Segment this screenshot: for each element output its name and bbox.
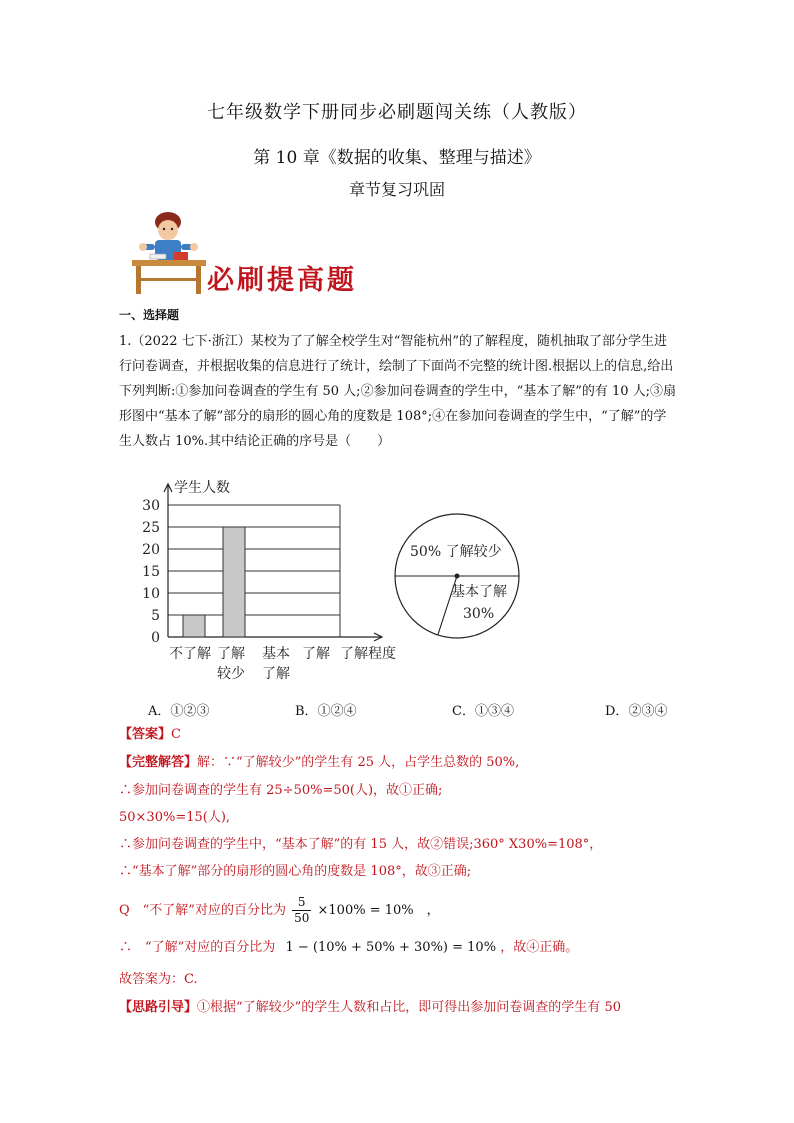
- full-solution-tag: 【完整解答】: [119, 755, 198, 770]
- option-c[interactable]: [452, 700, 514, 719]
- option-letter: A．: [148, 704, 171, 719]
- answer-line: [119, 725, 181, 745]
- pie-slice-label: 50% 了解较少: [410, 544, 502, 560]
- pie-slice-percent: 30%: [463, 606, 495, 622]
- student-desk-illustration: [128, 208, 210, 298]
- x-category-label: 了解: [302, 646, 330, 662]
- answer-tag: 【答案】: [119, 727, 172, 742]
- y-tick-label: 30: [142, 498, 160, 514]
- option-text: ①②④: [317, 704, 357, 719]
- option-text: ①②③: [170, 704, 210, 719]
- y-tick-label: 15: [142, 564, 160, 580]
- x-axis-title: 了解程度: [340, 646, 396, 662]
- fraction-denominator: 50: [294, 911, 310, 925]
- x-category-label: 不了解: [169, 646, 211, 662]
- y-tick-label: 10: [142, 586, 160, 602]
- x-category-label: 了解: [262, 666, 290, 682]
- bar: [183, 615, 205, 637]
- y-tick-label: 5: [151, 608, 160, 624]
- option-a[interactable]: [148, 700, 209, 719]
- option-text: ②③④: [628, 704, 668, 719]
- solution-line-1: [119, 753, 519, 773]
- chapter-title: 第 10 章《数据的收集、整理与描述》: [253, 148, 541, 168]
- solution-text: ，故④正确。: [500, 940, 579, 955]
- solution-line-2: ∴参加问卷调查的学生有 25÷50%=50(人)，故①正确;: [119, 783, 443, 798]
- hint-text: ①根据“了解较少”的学生人数和占比，即可得出参加问卷调查的学生有 50: [197, 1000, 621, 1015]
- solution-line-3: 50×30%=15(人),: [119, 810, 231, 825]
- option-letter: B．: [295, 704, 318, 719]
- pie-slice-label: 基本了解: [451, 584, 507, 600]
- pie-center-dot: [455, 574, 460, 579]
- solution-text: Q “不了解”对应的百分比为: [119, 903, 286, 918]
- option-d[interactable]: [605, 700, 667, 719]
- formula: 1 − (10% + 50% + 30%) = 10%: [285, 940, 497, 955]
- formula: ×100% = 10% ，: [317, 903, 440, 918]
- banner-title: 必刷提高题: [207, 265, 357, 296]
- solution-line-8: 故答案为：C.: [119, 972, 198, 987]
- option-b[interactable]: [295, 700, 357, 719]
- x-category-label: 基本: [262, 646, 290, 662]
- y-tick-label: 0: [151, 630, 160, 646]
- y-axis-title: 学生人数: [174, 480, 230, 496]
- fraction-numerator: 5: [292, 895, 311, 911]
- section-label: 一、选择题: [119, 308, 180, 322]
- x-category-label: 较少: [217, 666, 245, 682]
- solution-line-5: ∴“基本了解”部分的扇形的圆心角的度数是 108°，故③正确;: [119, 864, 472, 879]
- hint-line: [119, 998, 621, 1018]
- solution-line-7: [119, 938, 578, 958]
- section-subtitle: 章节复习巩固: [348, 180, 445, 199]
- solution-line-6: [119, 895, 440, 927]
- document-title: 七年级数学下册同步必刷题闯关练（人教版）: [207, 102, 587, 123]
- fraction: [292, 895, 311, 926]
- bar: [223, 527, 245, 637]
- solution-line-4: ∴参加问卷调查的学生中，“基本了解”的有 15 人，故②错误;360° X30%=108°，: [119, 837, 603, 852]
- bar-chart: [140, 476, 410, 686]
- hint-tag: 【思路引导】: [119, 1000, 198, 1015]
- solution-text: ∴ “了解”对应的百分比为: [119, 940, 276, 955]
- solution-text: 解：∵“了解较少”的学生有 25 人，占学生总数的 50%,: [197, 755, 520, 770]
- x-category-label: 了解: [217, 646, 245, 662]
- y-tick-label: 20: [142, 542, 160, 558]
- option-letter: D．: [605, 704, 629, 719]
- option-letter: C．: [452, 704, 475, 719]
- pie-chart: [385, 504, 535, 654]
- question-text: 1.（2022 七下·浙江）某校为了了解全校学生对“智能杭州”的了解程度，随机抽取了部分学生进行问卷调查，并根据收集的信息进行了统计，绘制了下面尚不完整的统计图.根据以上的信息,给出下列判断:①参加问卷调查的学生有 50 人;②参加问卷调查的学生中，“基本了解”的有 10 人;③扇形图中“基本了解”部分的扇形的圆心角的度数是 108°;④在参加问卷调查的学生中，“了解”的学生人数占 10%.其中结论正确的序号是（ ）: [119, 334, 677, 449]
- y-tick-label: 25: [142, 520, 160, 536]
- answer-value: C: [171, 727, 181, 742]
- option-text: ①③④: [474, 704, 514, 719]
